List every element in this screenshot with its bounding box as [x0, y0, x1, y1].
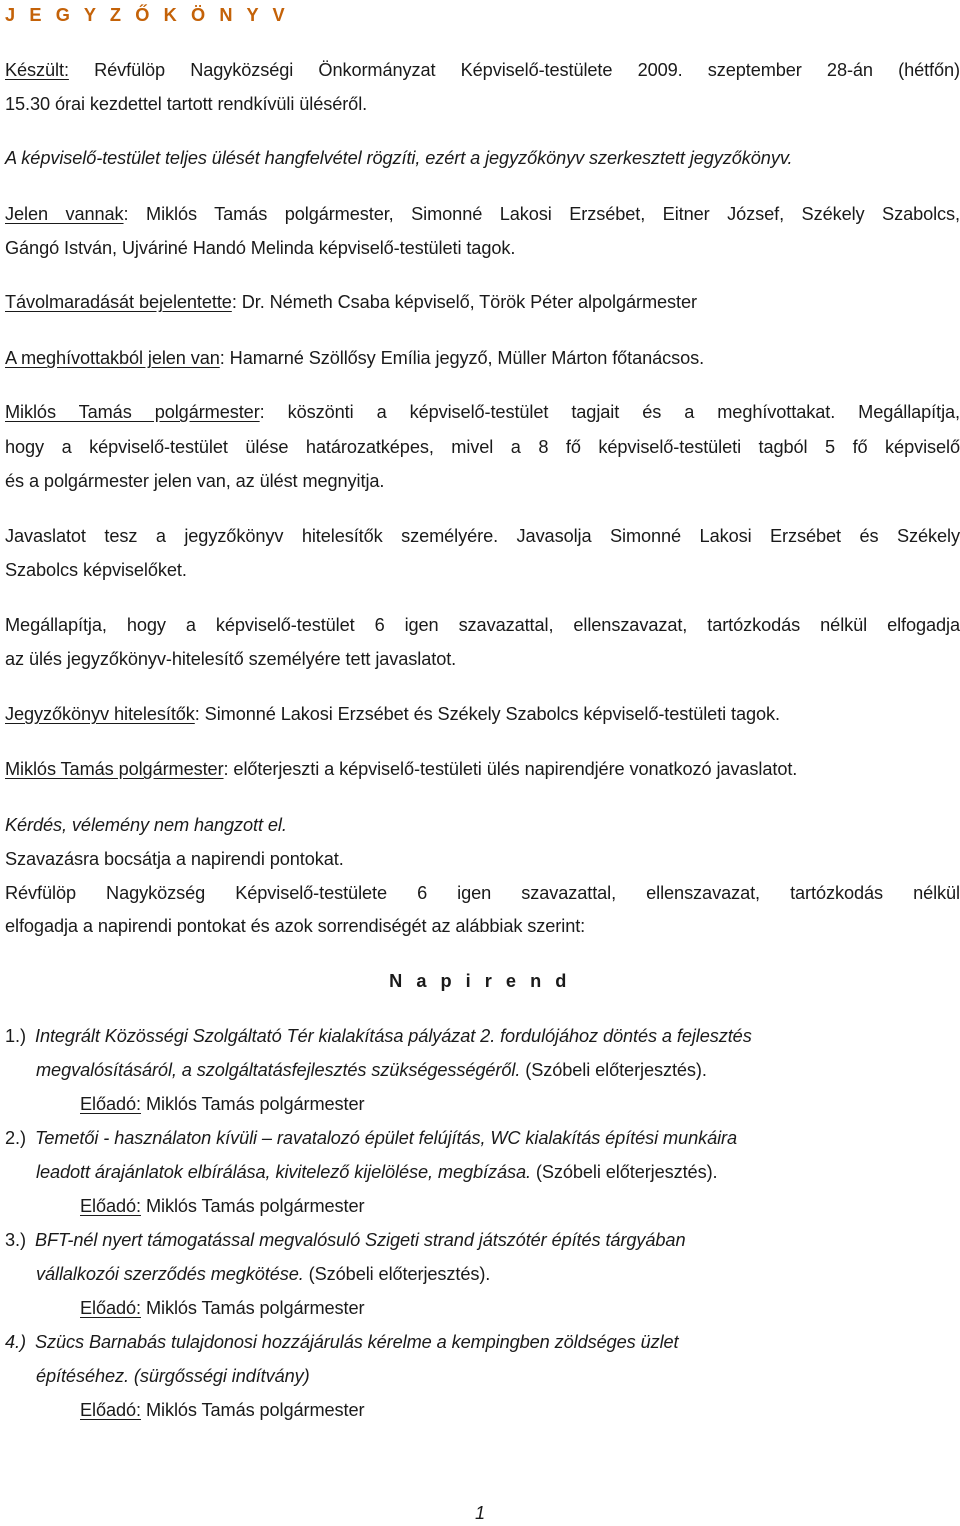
presenter-label: Előadó:	[80, 1298, 141, 1318]
kerdes-line: Kérdés, vélemény nem hangzott el.	[5, 815, 287, 835]
megallapitja-line2: az ülés jegyzőkönyv-hitelesítő személyére tett javaslatot.	[5, 649, 457, 669]
presenter-label: Előadó:	[80, 1094, 141, 1114]
agenda-item-3	[5, 1223, 960, 1257]
tavol-label: Távolmaradását bejelentette	[5, 292, 232, 312]
koszonti-text-line3: és a polgármester jelen van, az ülést megnyitja.	[5, 471, 385, 491]
agenda-item-2-presenter	[80, 1189, 364, 1223]
koszonti-text-line1: : köszönti a képviselő-testület tagjait és a meghívottakat. Megállapítja,	[259, 402, 960, 422]
agenda-item-note: (Szóbeli előterjesztés).	[520, 1060, 707, 1080]
szavazasra-line: Szavazásra bocsátja a napirendi pontokat.	[5, 849, 344, 869]
koszonti-label: Miklós Tamás polgármester	[5, 402, 260, 422]
agenda-item-title-line1: Szücs Barnabás tulajdonosi hozzájárulás kérelme a kempingben zöldséges üzlet	[35, 1332, 679, 1352]
javaslat-line2: Szabolcs képviselőket.	[5, 560, 187, 580]
hitelesitok-text: : Simonné Lakosi Erzsébet és Székely Szabolcs képviselő-testületi tagok.	[194, 704, 780, 724]
koszonti-text-line2: hogy a képviselő-testület ülése határozatképes, mivel a 8 fő képviselő-testületi tagból 5 fő képviselő	[5, 437, 960, 457]
meghivottak-label: A meghívottakból jelen van	[5, 348, 220, 368]
agenda-item-title-line1: Integrált Közösségi Szolgáltató Tér kialakítása pályázat 2. fordulójához döntés a fejlesztés	[35, 1026, 752, 1046]
presenter-label: Előadó:	[80, 1400, 141, 1420]
presenter-label: Előadó:	[80, 1196, 141, 1216]
agenda-item-number: 3.)	[5, 1230, 26, 1250]
presenter-name: Miklós Tamás polgármester	[141, 1196, 365, 1216]
jelen-text-line1: : Miklós Tamás polgármester, Simonné Lakosi Erzsébet, Eitner József, Székely Szabolcs,	[123, 204, 960, 224]
agenda-item-number: 4.)	[5, 1332, 26, 1352]
agenda-item-title-line1: BFT-nél nyert támogatással megvalósuló Szigeti strand játszótér építés tárgyában	[35, 1230, 686, 1250]
keszult-text-line1: Révfülöp Nagyközségi Önkormányzat Képviselő-testülete 2009. szeptember 28-án (hétfőn)	[68, 60, 960, 80]
agenda-item-title-line2: leadott árajánlatok elbírálása, kivitelező kijelölése, megbízása.	[36, 1162, 531, 1182]
eloterjeszti-label: Miklós Tamás polgármester	[5, 759, 224, 779]
agenda-item-1-presenter	[80, 1087, 364, 1121]
agenda-item-2-line2	[36, 1155, 717, 1189]
agenda-item-2	[5, 1121, 960, 1155]
jelen-text-line2: Gángó István, Ujváriné Handó Melinda képviselő-testületi tagok.	[5, 238, 516, 258]
hitelesitok-paragraph	[5, 697, 960, 731]
elfogadja-line1: Révfülöp Nagyközség Képviselő-testülete 6 igen szavazattal, ellenszavazat, tartózkodás nélkül	[5, 883, 960, 903]
tavol-text: : Dr. Németh Csaba képviselő, Török Péter alpolgármester	[231, 292, 697, 312]
agenda-item-4-presenter	[80, 1393, 364, 1427]
jelen-label: Jelen vannak	[5, 204, 124, 224]
eloterjeszti-paragraph	[5, 752, 960, 786]
meghivottak-text: : Hamarné Szöllősy Emília jegyző, Müller Márton főtanácsos.	[219, 348, 705, 368]
eloterjeszti-text: : előterjeszti a képviselő-testületi ülés napirendjére vonatkozó javaslatot.	[223, 759, 798, 779]
agenda-item-title-line2: megvalósításáról, a szolgáltatásfejlesztés szükségességéről.	[36, 1060, 521, 1080]
agenda-item-note: (Szóbeli előterjesztés).	[303, 1264, 491, 1284]
agenda-item-title-line2: vállalkozói szerződés megkötése.	[36, 1264, 304, 1284]
meghivottak-paragraph	[5, 341, 960, 375]
page-number: 1	[474, 1503, 485, 1523]
agenda-item-number: 2.)	[5, 1128, 26, 1148]
presenter-name: Miklós Tamás polgármester	[141, 1400, 365, 1420]
agenda-item-1-line2	[36, 1053, 707, 1087]
presenter-name: Miklós Tamás polgármester	[141, 1298, 365, 1318]
keszult-label: Készült:	[5, 60, 69, 80]
hitelesitok-label: Jegyzőkönyv hitelesítők	[5, 704, 195, 724]
agenda-item-4-line2	[36, 1359, 310, 1393]
agenda-item-note: (Szóbeli előterjesztés).	[530, 1162, 718, 1182]
agenda-item-number: 1.)	[5, 1026, 26, 1046]
agenda-item-3-line2	[36, 1257, 490, 1291]
document-title: J E G Y Z Ő K Ö N Y V	[5, 5, 290, 25]
koszonti-line1	[5, 395, 960, 429]
megallapitja-line1: Megállapítja, hogy a képviselő-testület 6 igen szavazattal, ellenszavazat, tartózkodás nélkül elfogadja	[5, 615, 960, 635]
agenda-item-title-line2: építéséhez. (sürgősségi indítvány)	[36, 1366, 310, 1386]
keszult-text-line2: 15.30 órai kezdettel tartott rendkívüli üléséről.	[5, 94, 368, 114]
agenda-item-1	[5, 1019, 960, 1053]
agenda-item-title-line1: Temetői - használaton kívüli – ravatalozó épület felújítás, WC kialakítás építési munkáira	[35, 1128, 738, 1148]
elfogadja-line2: elfogadja a napirendi pontokat és azok sorrendiségét az alábbiak szerint:	[5, 916, 586, 936]
javaslat-line1: Javaslatot tesz a jegyzőkönyv hitelesítők személyére. Javasolja Simonné Lakosi Erzsébet és Székely	[5, 526, 960, 546]
jelen-paragraph-line1	[5, 197, 960, 231]
agenda-item-3-presenter	[80, 1291, 364, 1325]
presenter-name: Miklós Tamás polgármester	[141, 1094, 365, 1114]
napirend-heading: N a p i r e n d	[389, 971, 571, 991]
keszult-paragraph-line1	[5, 53, 960, 87]
agenda-item-4	[5, 1325, 960, 1359]
recording-note: A képviselő-testület teljes ülését hangfelvétel rögzíti, ezért a jegyzőkönyv szerkesztett jegyzőkönyv.	[5, 148, 793, 168]
tavol-paragraph	[5, 285, 960, 319]
